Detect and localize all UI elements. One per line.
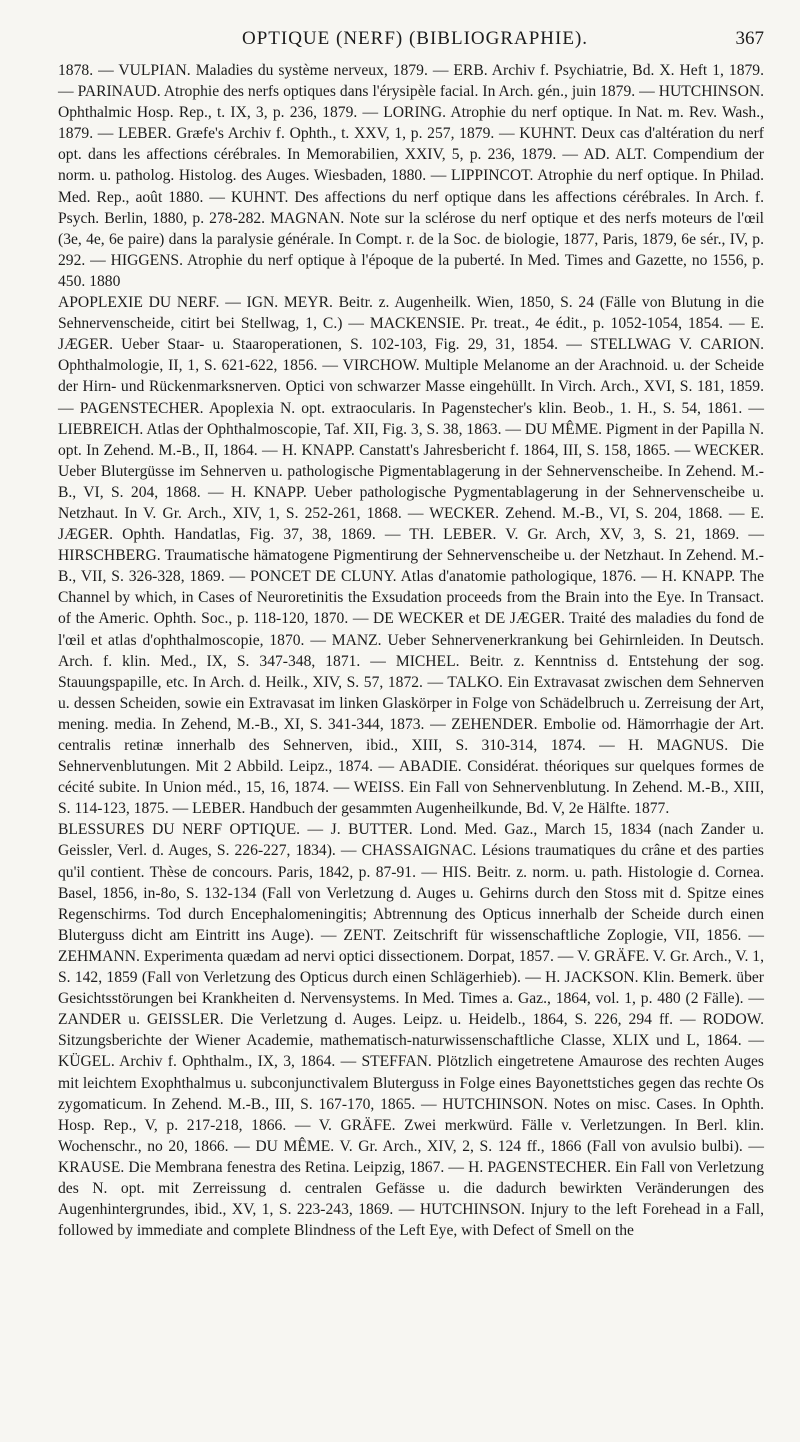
bibliography-continued: 1878. — VULPIAN. Maladies du système nerveux, 1879. — ERB. Archiv f. Psychiatrie, Bd. X. Heft 1, 1879. — PARINAUD. Atrophie des nerfs optiques dans l'érysipèle facial. In Arch. gén., juin 1879. — HUTCHINSON. Ophthalmic Hosp. Rep., t. IX, 3, p. 236, 1879. — LORING. Atrophie du nerf optique. In Nat. m. Rev. Wash., 1879. — LEBER. Græfe's Archiv f. Ophth., t. XXV, 1, p. 257, 1879. — KUHNT. Deux cas d'altération du nerf opt. dans les affections cérébrales. In Memorabilien, XXIV, 5, p. 236, 1879. — AD. ALT. Compendium der norm. u. patholog. Histolog. des Auges. Wiesbaden, 1880. — LIPPINCOT. Atrophie du nerf optique. In Philad. Med. Rep., août 1880. — KUHNT. Des affections du nerf optique dans les affections cérébrales. In Arch. f. Psych. Berlin, 1880, p. 278-282. MAGNAN. Note sur la sclérose du nerf optique et des nerfs moteurs de l'œil (3e, 4e, 6e paire) dans la paralysie générale. In Compt. r. de la Soc. de biologie, 1877, Paris, 1879, 6e sér., IV, p. 292. — HIGGENS. Atrophie du nerf optique à l'époque de la puberté. In Med. Times and Gazette, no 1556, p. 450. 1880	[58, 62, 764, 290]
page-title: OPTIQUE (NERF) (BIBLIOGRAPHIE).	[241, 28, 589, 49]
page-number: 367	[735, 28, 764, 49]
bibliography-text	[58, 60, 764, 1241]
section-apoplexie-du-nerf: APOPLEXIE DU NERF. — IGN. MEYR. Beitr. z. Augenheilk. Wien, 1850, S. 24 (Fälle von Blutung in die Sehnervenscheide, citirt bei Stellwag, 1, C.) — MACKENSIE. Pr. treat., 4e édit., p. 1052-1054, 1854. — E. JÆGER. Ueber Staar- u. Staaroperationen, S. 102-103, Fig. 29, 31, 1854. — STELLWAG V. CARION. Ophthalmologie, II, 1, S. 621-622, 1856. — VIRCHOW. Multiple Melanome an der Arachnoid. u. der Scheide der Hirn- und Rückenmarksnerven. Optici von schwarzer Masse eingehüllt. In Virch. Arch., XVI, S. 181, 1859. — PAGENSTECHER. Apoplexia N. opt. extraocularis. In Pagenstecher's klin. Beob., 1. H., S. 54, 1861. — LIEBREICH. Atlas der Ophthalmoscopie, Taf. XII, Fig. 3, S. 38, 1863. — DU MÊME. Pigment in der Papilla N. opt. In Zehend. M.-B., II, 1864. — H. KNAPP. Canstatt's Jahresbericht f. 1864, III, S. 158, 1865. — WECKER. Ueber Blutergüsse im Sehnerven u. pathologische Pigmentablagerung in der Sehnervenscheibe. In Zehend. M.-B., VI, S. 204, 1868. — H. KNAPP. Ueber pathologische Pygmentablagerung in der Sehnervenscheibe u. Netzhaut. In V. Gr. Arch., XIV, 1, S. 252-261, 1868. — WECKER. Zehend. M.-B., VI, S. 204, 1868. — E. JÆGER. Ophth. Handatlas, Fig. 37, 38, 1869. — TH. LEBER. V. Gr. Arch, XV, 3, S. 21, 1869. — HIRSCHBERG. Traumatische hämatogene Pigmentirung der Sehnervenscheibe u. der Netzhaut. In Zehend. M.-B., VII, S. 326-328, 1869. — PONCET DE CLUNY. Atlas d'anatomie pathologique, 1876. — H. KNAPP. The Channel by which, in Cases of Neuroretinitis the Exsudation proceeds from the Brain into the Eye. In Transact. of the Americ. Ophth. Soc., p. 118-120, 1870. — DE WECKER et DE JÆGER. Traité des maladies du fond de l'œil et atlas d'ophthalmoscopie, 1870. — MANZ. Ueber Sehnervenerkrankung bei Gehirnleiden. In Deutsch. Arch. f. klin. Med., IX, S. 347-348, 1871. — MICHEL. Beitr. z. Kenntniss d. Entstehung der sog. Stauungspapille, etc. In Arch. d. Heilk., XIV, S. 57, 1872. — TALKO. Ein Extravasat zwischen dem Sehnerven u. dessen Scheiden, sowie ein Extravasat im linken Glaskörper in Folge von Schädelbruch u. Zerreisung der Art, mening. media. In Zehend, M.-B., XI, S. 341-344, 1873. — ZEHENDER. Embolie od. Hämorrhagie der Art. centralis retinæ innerhalb des Sehnerven, ibid., XIII, S. 310-314, 1874. — H. MAGNUS. Die Sehnervenblutungen. Mit 2 Abbild. Leipz., 1874. — ABADIE. Considérat. théoriques sur quelques formes de cécité subite. In Union méd., 15, 16, 1874. — WEISS. Ein Fall von Sehnervenblutung. In Zehend. M.-B., XIII, S. 114-123, 1875. — LEBER. Handbuch der gesammten Augenheilkunde, Bd. V, 2e Hälfte. 1877.	[58, 294, 764, 818]
section-blessures-du-nerf-optique: BLESSURES DU NERF OPTIQUE. — J. BUTTER. Lond. Med. Gaz., March 15, 1834 (nach Zander u. Geissler, Verl. d. Auges, S. 226-227, 1834). — CHASSAIGNAC. Lésions traumatiques du crâne et des parties qu'il contient. Thèse de concours. Paris, 1842, p. 87-91. — HIS. Beitr. z. norm. u. path. Histologie d. Cornea. Basel, 1856, in-8o, S. 132-134 (Fall von Verletzung d. Auges u. Gehirns durch den Stoss mit d. Spitze eines Regenschirms. Tod durch Encephalomeningitis; Abtrennung des Opticus innerhalb der Scheide durch einen Bluterguss dicht am Eintritt ins Auge). — ZENT. Zeitschrift für wissenschaftliche Zoplogie, VII, 1856. — ZEHMANN. Experimenta quædam ad nervi optici dissectionem. Dorpat, 1857. — V. GRÄFE. V. Gr. Arch., V. 1, S. 142, 1859 (Fall von Verletzung des Opticus durch einen Schlägerhieb). — H. JACKSON. Klin. Bemerk. über Gesichtsstörungen bei Krankheiten d. Nervensystems. In Med. Times a. Gaz., 1864, vol. 1, p. 480 (2 Fälle). — ZANDER u. GEISSLER. Die Verletzung d. Auges. Leipz. u. Heidelb., 1864, S. 226, 294 ff. — RODOW. Sitzungsberichte der Wiener Academie, mathematisch-naturwissenschaftliche Classe, XLIX und L, 1864. — KÜGEL. Archiv f. Ophthalm., IX, 3, 1864. — STEFFAN. Plötzlich eingetretene Amaurose des rechten Auges mit leichtem Exophthalmus u. subconjunctivalem Bluterguss in Folge eines Bayonettstiches gegen das rechte Os zygomaticum. In Zehend. M.-B., III, S. 167-170, 1865. — HUTCHINSON. Notes on misc. Cases. In Ophth. Hosp. Rep., V, p. 217-218, 1866. — V. GRÄFE. Zwei merkwürd. Fälle v. Verletzungen. In Berl. klin. Wochenschr., no 20, 1866. — DU MÊME. V. Gr. Arch., XIV, 2, S. 124 ff., 1866 (Fall von avulsio bulbi). — KRAUSE. Die Membrana fenestra des Retina. Leipzig, 1867. — H. PAGENSTECHER. Ein Fall von Verletzung des N. opt. mit Zerreissung d. centralen Gefässe u. die dadurch bewirkten Veränderungen des Augenhintergrundes, ibid., XV, 1, S. 223-243, 1869. — HUTCHINSON. Injury to the left Forehead in a Fall, followed by immediate and complete Blindness of the Left Eye, with Defect of Smell on the	[58, 821, 764, 1240]
running-head	[58, 28, 764, 60]
